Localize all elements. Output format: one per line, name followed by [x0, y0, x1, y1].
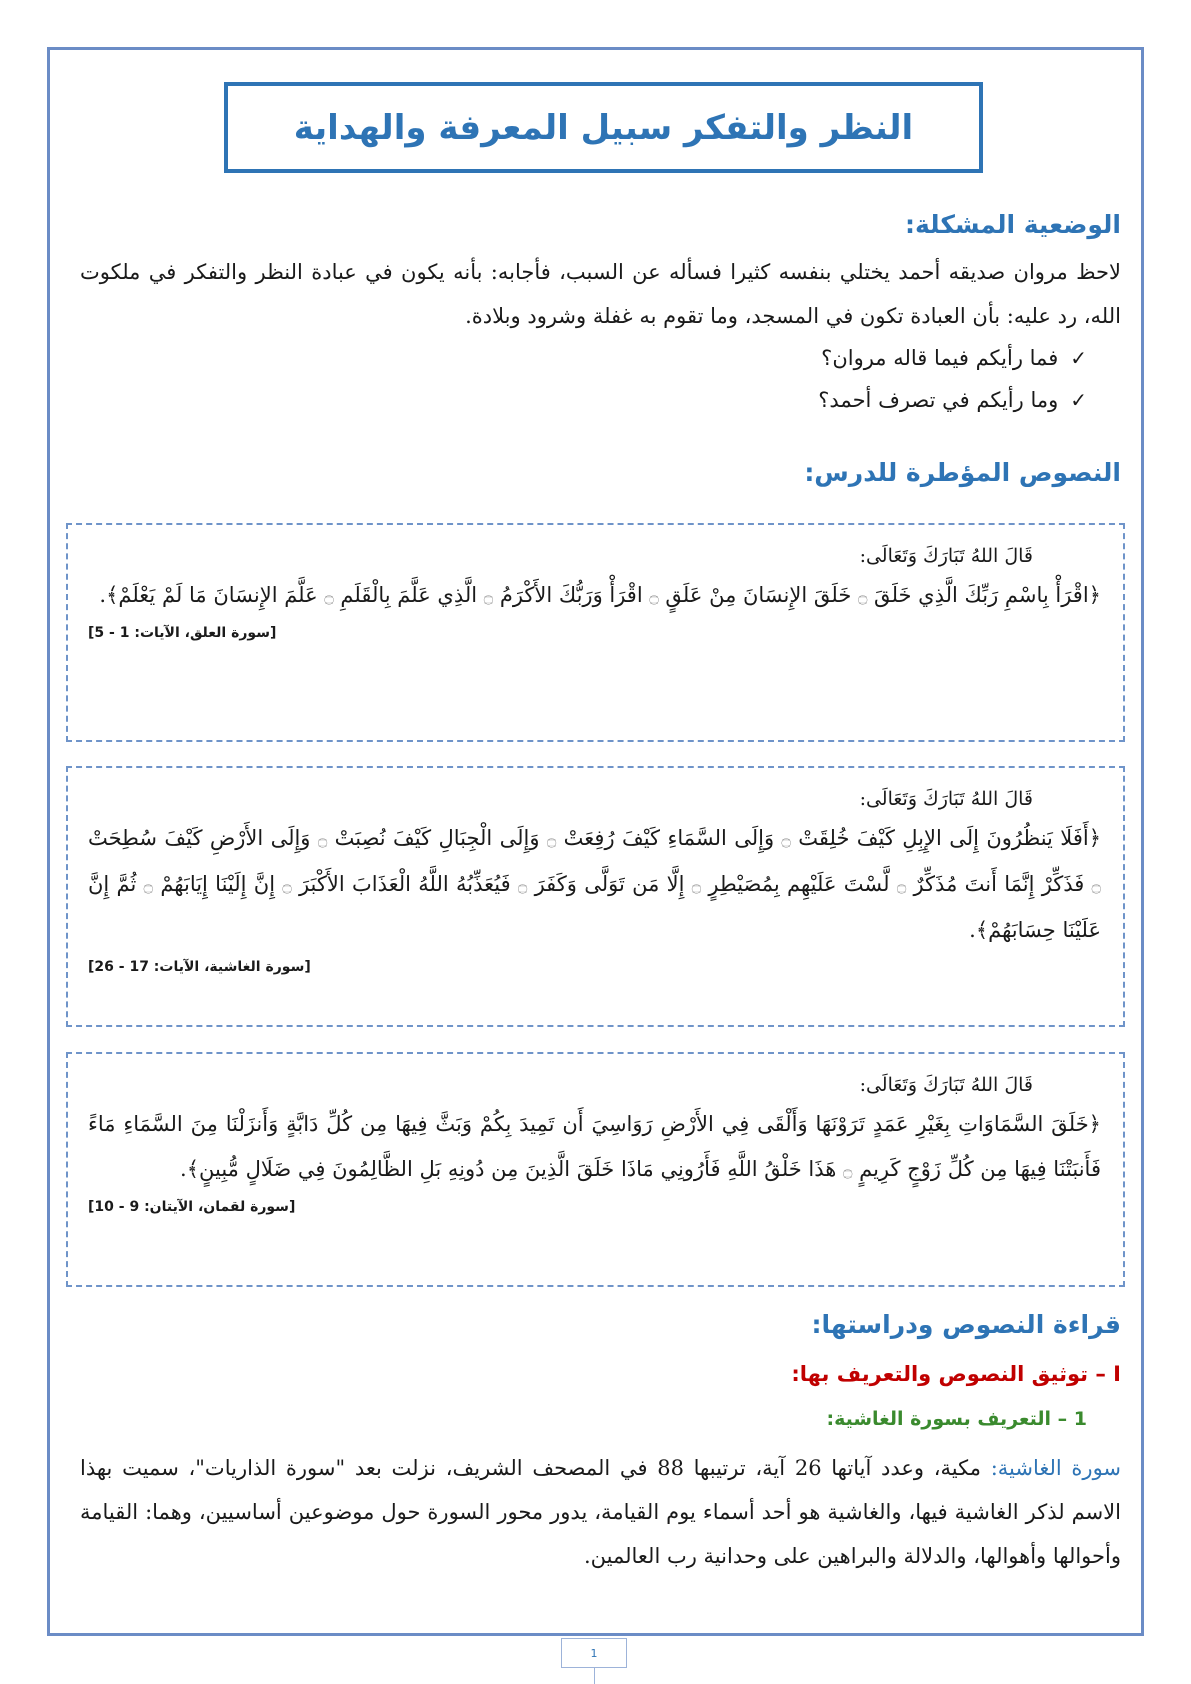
reading-heading: قراءة النصوص ودراستها:	[811, 1310, 1121, 1339]
check-icon: ✓	[1070, 388, 1087, 412]
quran-box	[66, 1052, 1125, 1287]
verse-source: [سورة الغاشية، الآيات: 17 - 26]	[88, 959, 311, 975]
quran-verse: ﴿أَفَلَا يَنظُرُونَ إِلَى الإِبِلِ كَيْفَ خُلِقَتْ ۝ وَإِلَى السَّمَاءِ كَيْفَ رُفِعَتْ ۝ وَإِلَى الْجِبَالِ كَيْفَ نُصِبَتْ ۝ وَإِلَى الأَرْضِ كَيْفَ سُطِحَتْ ۝ فَذَكِّرْ إِنَّمَا أَنتَ مُذَكِّرٌ ۝ لَّسْتَ عَلَيْهِم بِمُصَيْطِرٍ ۝ إِلَّا مَن تَوَلَّى وَكَفَرَ ۝ فَيُعَذِّبُهُ اللَّهُ الْعَذَابَ الأَكْبَرَ ۝ إِنَّ إِلَيْنَا إِيَابَهُمْ ۝ ثُمَّ إِنَّ عَلَيْنَا حِسَابَهُمْ﴾.	[88, 826, 1102, 942]
quran-verse: ﴿اقْرَأْ بِاسْمِ رَبِّكَ الَّذِي خَلَقَ ۝ خَلَقَ الإِنسَانَ مِنْ عَلَقٍ ۝ اقْرَأْ وَرَبُّكَ الأَكْرَمُ ۝ الَّذِي عَلَّمَ بِالْقَلَمِ ۝ عَلَّمَ الإِنسَانَ مَا لَمْ يَعْلَمْ﴾.	[99, 583, 1101, 607]
page-title: النظر والتفكر سبيل المعرفة والهداية	[293, 107, 914, 148]
problem-heading: الوضعية المشكلة:	[904, 210, 1121, 239]
surah-label: سورة الغاشية:	[990, 1456, 1122, 1480]
verse-end-icon: ۝	[843, 1161, 853, 1180]
verse-intro: قَالَ اللهُ تَبَارَكَ وَتَعَالَى:	[859, 545, 1033, 567]
verse-end-icon: ۝	[896, 876, 907, 895]
quran-verse: ﴿خَلَقَ السَّمَاوَاتِ بِغَيْرِ عَمَدٍ تَرَوْنَهَا وَأَلْقَى فِي الأَرْضِ رَوَاسِيَ أَن تَمِيدَ بِكُمْ وَبَثَّ فِيهَا مِن كُلِّ دَابَّةٍ وَأَنزَلْنَا مِنَ السَّمَاءِ مَاءً فَأَنبَتْنَا فِيهَا مِن كُلِّ زَوْجٍ كَرِيمٍ ۝ هَذَا خَلْقُ اللَّهِ فَأَرُونِي مَاذَا خَلَقَ الَّذِينَ مِن دُونِهِ بَلِ الظَّالِمُونَ فِي ضَلَالٍ مُّبِينٍ﴾.	[88, 1112, 1101, 1181]
verse-end-icon: ۝	[1091, 876, 1102, 895]
verse-end-icon: ۝	[324, 587, 334, 606]
verse-end-icon: ۝	[282, 876, 292, 895]
verse-intro: قَالَ اللهُ تَبَارَكَ وَتَعَالَى:	[859, 788, 1033, 810]
verse-intro: قَالَ اللهُ تَبَارَكَ وَتَعَالَى:	[859, 1074, 1033, 1096]
surah-description-text: مكية، وعدد آياتها 26 آية، ترتيبها 88 في المصحف الشريف، نزلت بعد "سورة الذاريات"، سميت بهذا الاسم لذكر الغاشية فيها، والغاشية هو أحد أسماء يوم القيامة، يدور محور السورة حول موضوعين أساسيين، وهما: القيامة وأحوالها وأهوالها، والدلالة والبراهين على وحدانية رب العالمين.	[80, 1456, 1121, 1568]
verse-end-icon: ۝	[858, 587, 868, 606]
verse-end-icon: ۝	[517, 876, 528, 895]
verse-source: [سورة العلق، الآيات: 1 - 5]	[88, 625, 277, 641]
question-item	[821, 338, 1087, 378]
verse-end-icon: ۝	[649, 587, 659, 606]
surah-intro-subheading: 1 – التعريف بسورة الغاشية:	[826, 1408, 1087, 1430]
problem-paragraph: لاحظ مروان صديقه أحمد يختلي بنفسه كثيرا فسأله عن السبب، فأجابه: بأنه يكون في عبادة النظر والتفكر في ملكوت الله، رد عليه: بأن العبادة تكون في المسجد، وما تقوم به غفلة وشرود وبلادة.	[80, 260, 1121, 328]
verse-end-icon: ۝	[691, 876, 702, 895]
question-text: وما رأيكم في تصرف أحمد؟	[818, 388, 1059, 412]
verse-end-icon: ۝	[546, 830, 557, 849]
surah-description	[80, 1446, 1121, 1578]
documentation-subheading: I – توثيق النصوص والتعريف بها:	[791, 1362, 1121, 1386]
quran-box	[66, 766, 1125, 1027]
page-number: 1	[561, 1638, 627, 1668]
verse-end-icon: ۝	[781, 830, 791, 849]
check-icon: ✓	[1070, 346, 1087, 370]
page-number-connector	[594, 1668, 595, 1684]
title-box	[224, 82, 983, 173]
texts-heading: النصوص المؤطرة للدرس:	[804, 458, 1121, 487]
verse-source: [سورة لقمان، الآيتان: 9 - 10]	[88, 1199, 296, 1215]
quran-box	[66, 523, 1125, 742]
verse-end-icon: ۝	[317, 830, 328, 849]
verse-end-icon: ۝	[483, 587, 494, 606]
question-item	[818, 380, 1087, 420]
verse-end-icon: ۝	[143, 876, 154, 895]
question-text: فما رأيكم فيما قاله مروان؟	[821, 346, 1059, 370]
